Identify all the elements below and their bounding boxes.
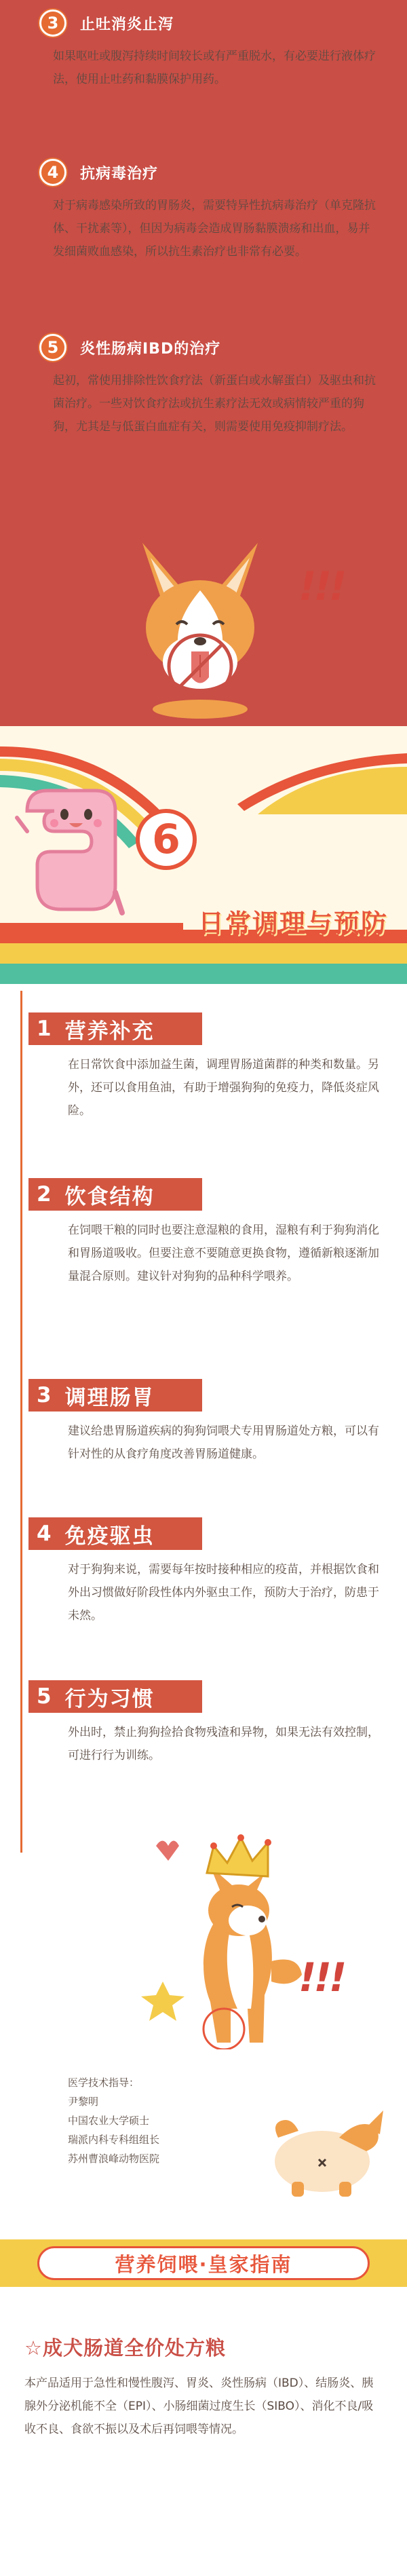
corgi-tongue-illustration — [115, 516, 285, 719]
treatment-heading-5 — [39, 333, 231, 362]
credit-line: 瑞派内科专科组组长 — [68, 2134, 160, 2146]
crowned-corgi-illustration — [129, 1825, 332, 2049]
product-title: ☆成犬肠道全价处方粮 — [24, 2336, 226, 2360]
corgi-back-illustration — [258, 2097, 393, 2199]
credit-name: 尹黎明 — [68, 2096, 99, 2108]
conditioning-text: 外出时，禁止狗狗捡拾食物残渣和异物，如果无法有效控制，可进行行为训练。 — [68, 1726, 379, 1762]
item-title: 调理肠胃 — [64, 1385, 155, 1410]
conditioning-text: 在日常饮食中添加益生菌，调理胃肠道菌群的种类和数量。另外，还可以食用鱼油，有助于增强狗狗的免疫力，降低炎症风险。 — [68, 1058, 379, 1118]
treatment-text: 起初，常使用排除性饮食疗法（新蛋白或水解蛋白）及驱虫和抗菌治疗。一些对饮食疗法或抗生素疗法无效或病情较严重的狗狗，尤其是与低蛋白血症有关，则需要使用免疫抑制疗法。 — [53, 374, 376, 434]
timeline-rail-end — [20, 721, 75, 723]
conditioning-text: 在饲喂干粮的同时也要注意湿粮的食用，湿粮有利于狗狗消化和胃肠道吸收。但要注意不要随意更换食物，遵循新粮逐渐加量混合原则。建议针对狗狗的品种科学喂养。 — [68, 1224, 379, 1283]
treatment-text: 如果呕吐或腹泻持续时间较长或有严重脱水，有必要进行液体疗法，使用止吐药和黏膜保护用药。 — [53, 50, 376, 86]
conditioning-heading-1 — [28, 1012, 202, 1045]
timeline-rail — [20, 991, 22, 1853]
conditioning-heading-5 — [28, 1680, 202, 1713]
number-badge: 4 — [39, 159, 66, 186]
item-number: 4 — [37, 1521, 53, 1546]
conditioning-text: 建议给患胃肠道疾病的狗狗饲喂犬专用胃肠道处方粮，可以有针对性的从食疗角度改善胃肠道健康。 — [68, 1424, 379, 1461]
item-title: 行为习惯 — [64, 1686, 155, 1711]
number-badge: 3 — [39, 10, 66, 37]
number-badge: 5 — [39, 334, 66, 361]
conditioning-text: 对于狗狗来说，需要每年按时接种相应的疫苗，并根据饮食和外出习惯做好阶段性体内外驱虫工作，预防大于治疗，防患于未然。 — [68, 1563, 379, 1623]
conditioning-heading-3 — [28, 1379, 202, 1412]
conditioning-heading-4 — [28, 1517, 202, 1550]
intestine-character-illustration — [14, 784, 129, 920]
credit-line: 苏州曹浪峰动物医院 — [68, 2153, 160, 2165]
item-number: 1 — [37, 1017, 53, 1041]
item-number: 3 — [37, 1383, 53, 1407]
exclamation-marks: !!! — [298, 1954, 345, 2001]
treatment-text: 对于病毒感染所致的胃肠炎，需要特异性抗病毒治疗（单克隆抗体、干扰素等），但因为病毒会造成胃肠黏膜溃疡和出血，易并发细菌败血感染，所以抗生素治疗也非常有必要。 — [53, 199, 376, 259]
treatment-title: 止吐消炎止泻 — [72, 12, 185, 35]
footer-banner: 营养饲喂·皇家指南 — [37, 2246, 370, 2280]
conditioning-heading-2 — [28, 1178, 202, 1211]
item-title: 营养补充 — [64, 1019, 155, 1044]
item-title: 免疫驱虫 — [64, 1523, 155, 1549]
treatment-title: 炎性肠病IBD的治疗 — [72, 336, 231, 359]
exclamation-marks: !!! — [298, 563, 345, 609]
credit-label: 医学技术指导： — [68, 2077, 140, 2089]
medical-credit — [68, 2073, 231, 2168]
credit-line: 中国农业大学硕士 — [68, 2115, 150, 2127]
item-number: 2 — [37, 1182, 53, 1207]
section-title: 日常调理与预防 — [198, 909, 389, 939]
treatment-heading-4 — [39, 157, 169, 187]
product-text: 本产品适用于急性和慢性腹泻、胃炎、炎性肠病（IBD）、结肠炎、胰腺外分泌机能不全（EPI）、小肠细菌过度生长（SIBO）、消化不良/吸收不良、食欲不振以及术后再饲喂等情况。 — [24, 2376, 374, 2436]
treatment-title: 抗病毒治疗 — [72, 161, 169, 184]
section-number-badge: 6 — [136, 809, 197, 870]
treatment-heading-3 — [39, 8, 185, 38]
item-number: 5 — [37, 1684, 53, 1709]
item-title: 饮食结构 — [64, 1184, 155, 1209]
